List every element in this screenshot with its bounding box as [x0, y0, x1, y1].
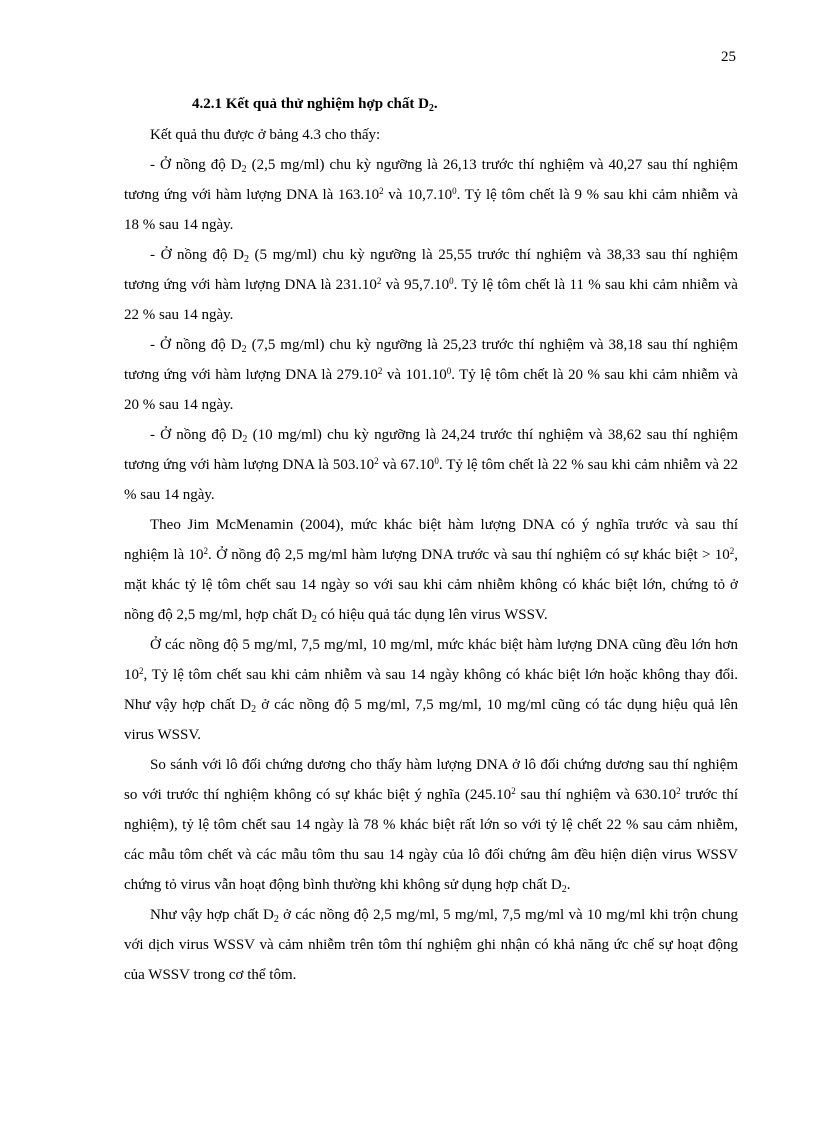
superscript: 2	[374, 456, 379, 466]
text-run: trước thí nghiệm), tỷ lệ tôm chết sau 14 ngày là 78 % khác biệt rất lớn so với tỷ lệ chết 22 % sau cảm nhiễm, các mẫu tôm chết và các mẫu tôm thu sau 14 ngày của lô đối chứng âm đều hiện diện virus WSSV chứng tỏ virus vẫn hoạt động bình thường khi không sử dụng hợp chất D	[124, 787, 738, 893]
superscript: 0	[434, 456, 439, 466]
paragraph	[124, 240, 738, 330]
subscript: 2	[243, 254, 249, 265]
subscript: 2	[273, 914, 279, 925]
text-run: - Ở nồng độ D	[150, 427, 243, 443]
subscript: 2	[561, 884, 567, 895]
paragraph	[124, 900, 738, 990]
superscript: 0	[452, 186, 457, 196]
superscript: 2	[376, 276, 382, 286]
subscript: 2	[241, 344, 247, 355]
superscript: 2	[377, 366, 383, 376]
superscript: 2	[379, 186, 384, 196]
text-run: . Tỷ lệ tôm chết là 22 % sau khi cảm nhiễm và 22 % sau 14 ngày.	[124, 457, 738, 503]
text-run: So sánh với lô đối chứng dương cho thấy hàm lượng DNA ở lô đối chứng dương sau thí nghiệm so với trước thí nghiệm không có sự khác biệt ý nghĩa (245.10	[124, 757, 738, 803]
paragraph	[124, 750, 738, 900]
superscript: 2	[676, 786, 681, 796]
text-run: (5 mg/ml) chu kỳ ngưỡng là 25,55 trước thí nghiệm và 38,33 sau thí nghiệm tương ứng với hàm lượng DNA là 231.10	[124, 247, 738, 293]
superscript: 2	[729, 546, 735, 556]
heading-text: 4.2.1 Kết quả thử nghiệm hợp chất D	[192, 96, 429, 112]
paragraph	[124, 120, 738, 150]
text-run: - Ở nồng độ D	[150, 247, 244, 263]
text-run: . Tỷ lệ tôm chết là 20 % sau khi cảm nhiễm và 20 % sau 14 ngày.	[124, 367, 738, 413]
text-run: Theo Jim McMenamin (2004), mức khác biệt hàm lượng DNA có ý nghĩa trước và sau thí nghiệm là 10	[124, 517, 738, 563]
text-run: (2,5 mg/ml) chu kỳ ngưỡng là 26,13 trước thí nghiệm và 40,27 sau thí nghiệm tương ứng với hàm lượng DNA là 163.10	[124, 157, 738, 203]
text-run: - Ở nồng độ D	[150, 157, 242, 173]
text-run: Như vậy hợp chất D	[150, 907, 274, 923]
text-run: Ở các nồng độ 5 mg/ml, 7,5 mg/ml, 10 mg/ml, mức khác biệt hàm lượng DNA cũng đều lớn hơn 10	[124, 637, 738, 683]
superscript: 2	[511, 786, 516, 796]
heading-end: .	[433, 96, 438, 112]
text-run: sau thí nghiệm và 630.10	[515, 787, 677, 803]
text-run: (7,5 mg/ml) chu kỳ ngưỡng là 25,23 trước thí nghiệm và 38,18 sau thí nghiệm tương ứng với hàm lượng DNA là 279.10	[124, 337, 738, 383]
paragraph	[124, 420, 738, 510]
text-run: . Tỷ lệ tôm chết là 9 % sau khi cảm nhiễm và 18 % sau 14 ngày.	[124, 187, 738, 233]
paragraph	[124, 630, 738, 750]
text-run: và 67.10	[378, 457, 435, 473]
text-run: ở các nồng độ 5 mg/ml, 7,5 mg/ml, 10 mg/ml cũng có tác dụng hiệu quả lên virus WSSV.	[124, 697, 738, 743]
subscript: 2	[311, 614, 317, 625]
text-run: . Ở nồng độ 2,5 mg/ml hàm lượng DNA trước và sau thí nghiệm có sự khác biệt > 10	[207, 547, 730, 563]
text-run: .	[566, 877, 571, 893]
body-text	[124, 120, 738, 990]
superscript: 0	[446, 366, 452, 376]
text-run: (10 mg/ml) chu kỳ ngưỡng là 24,24 trước thí nghiệm và 38,62 sau thí nghiệm tương ứng với hàm lượng DNA là 503.10	[124, 427, 738, 473]
text-run: . Tỷ lệ tôm chết là 11 % sau khi cảm nhiễm và 22 % sau 14 ngày.	[124, 277, 738, 323]
superscript: 2	[139, 666, 144, 676]
text-run: và 101.10	[382, 367, 447, 383]
text-run: , Tỷ lệ tôm chết sau khi cảm nhiễm và sau 14 ngày không có khác biệt lớn hoặc không thay đổi. Như vậy hợp chất D	[124, 667, 738, 713]
section-heading	[192, 96, 438, 113]
text-run: và 10,7.10	[383, 187, 453, 203]
heading-subscript: 2	[428, 103, 434, 114]
subscript: 2	[251, 704, 257, 715]
subscript: 2	[241, 164, 247, 175]
text-run: - Ở nồng độ D	[150, 337, 242, 353]
superscript: 0	[449, 276, 454, 286]
superscript: 2	[203, 546, 208, 556]
text-run: có hiệu quả tác dụng lên virus WSSV.	[316, 607, 548, 623]
subscript: 2	[242, 434, 248, 445]
text-run: ở các nồng độ 2,5 mg/ml, 5 mg/ml, 7,5 mg/ml và 10 mg/ml khi trộn chung với dịch virus WSSV và cảm nhiễm trên tôm thí nghiệm ghi nhận có khả năng ức chế sự hoạt động của WSSV trong cơ thể tôm.	[124, 907, 739, 983]
paragraph	[124, 150, 738, 240]
paragraph	[124, 510, 738, 630]
text-run: , mặt khác tỷ lệ tôm chết sau 14 ngày so với sau khi cảm nhiễm không có khác biệt lớn, chứng tỏ ở nồng độ 2,5 mg/ml, hợp chất D	[124, 547, 738, 623]
text-run: và 95,7.10	[381, 277, 450, 293]
page-number: 25	[721, 49, 736, 65]
paragraph	[124, 330, 738, 420]
text-run: Kết quả thu được ở bảng 4.3 cho thấy:	[150, 127, 381, 143]
